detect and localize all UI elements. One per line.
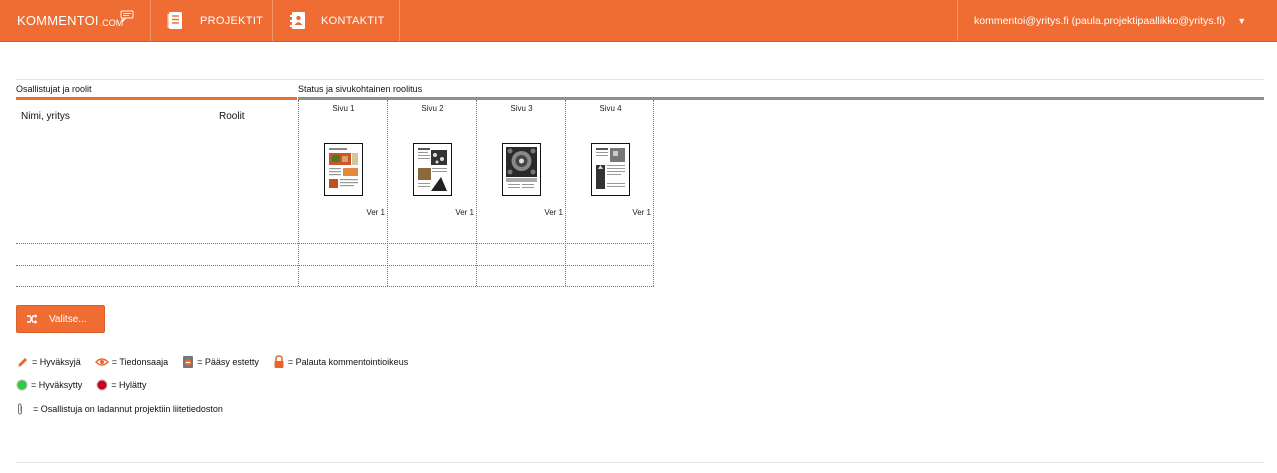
brand-domain: .COM [99,17,124,28]
top-navigation [0,0,1277,42]
paperclip-icon [16,403,24,415]
nav-projects[interactable] [151,0,273,41]
blocked-access-icon [182,355,194,369]
page-thumbnail[interactable] [502,143,541,196]
chevron-down-icon: ▼ [1237,15,1247,26]
legend-item [16,403,223,415]
legend-restore-label: = Palauta kommentointioikeus [287,357,409,367]
legend-item [95,356,168,368]
select-participants-button[interactable] [16,305,105,333]
page-column [476,100,565,286]
legend-item [96,379,146,391]
page-version: Ver 1 [544,208,563,217]
legend-status [16,379,161,391]
account-label: kommentoi@yritys.fi (paula.projektipaallikko@yritys.fi) [974,14,1226,27]
speech-bubble-icon [120,9,134,27]
address-book-icon [290,11,306,30]
lock-icon [273,355,285,369]
section-status-title: Status ja sivukohtainen roolitus [298,84,423,94]
page-label: Sivu 2 [421,104,444,113]
eye-icon [95,356,109,368]
page-version: Ver 1 [366,208,385,217]
red-dot-icon [96,379,108,391]
legend-attachment [16,403,237,415]
row-divider [16,243,654,244]
column-header-roles: Roolit [219,111,245,122]
section-participants-title: Osallistujat ja roolit [16,84,92,94]
select-button-label: Valitse... [49,313,87,325]
page-thumbnail[interactable] [591,143,630,196]
column-header-name: Nimi, yritys [21,111,70,122]
page-version: Ver 1 [455,208,474,217]
page-thumbnail[interactable] [324,143,363,196]
legend-item [182,355,259,369]
account-menu[interactable] [957,0,1277,41]
nav-spacer [400,0,957,41]
legend-rejected-label: = Hylätty [111,380,147,390]
legend-roles [16,355,422,369]
page-label: Sivu 3 [510,104,533,113]
legend-access-denied-label: = Pääsy estetty [197,357,259,367]
brand-name: KOMMENTOI [17,13,99,28]
section-participants-bar [16,97,297,100]
page-thumbnail[interactable] [413,143,452,196]
shuffle-icon [26,314,38,324]
page-column [298,100,387,286]
pencil-icon [16,356,29,369]
nav-projects-label: PROJEKTIT [200,14,264,27]
footer-divider [16,462,1264,463]
document-icon [167,11,185,30]
row-divider [16,265,654,266]
nav-contacts[interactable] [273,0,400,41]
divider [16,79,1264,80]
legend-approved-label: = Hyväksytty [31,380,83,390]
legend-attachment-label: = Osallistuja on ladannut projektiin liitetiedoston [33,404,223,414]
legend-item [16,379,82,391]
page-label: Sivu 4 [599,104,622,113]
page-label: Sivu 1 [332,104,355,113]
page-version: Ver 1 [632,208,651,217]
nav-contacts-label: KONTAKTIT [321,14,385,27]
legend-approver-label: = Hyväksyjä [32,357,81,367]
row-divider [16,286,654,287]
brand-logo[interactable] [0,0,151,41]
page-column [565,100,654,286]
legend-item [273,355,408,369]
green-dot-icon [16,379,28,391]
page-column [387,100,476,286]
legend-receiver-label: = Tiedonsaaja [111,357,169,367]
legend-item [16,356,81,369]
